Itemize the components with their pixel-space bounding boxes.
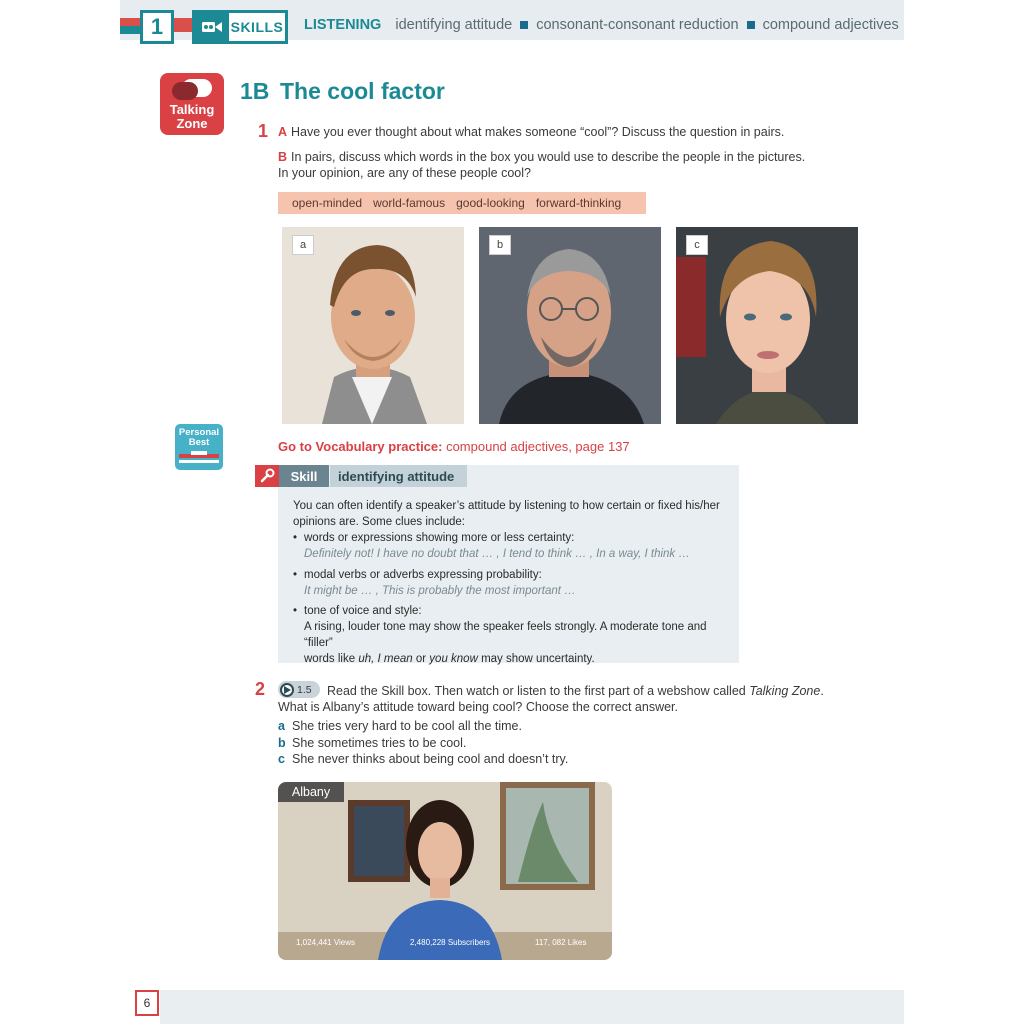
talking-zone-badge (160, 73, 224, 135)
skill-bullet-2 (293, 567, 723, 599)
footer-band (160, 990, 904, 1024)
question-1a-text: Have you ever thought about what makes someone “cool”? Discuss the question in pairs. (291, 125, 785, 139)
bullet-dot-icon: • (293, 569, 298, 581)
body-2e: may show uncertainty. (477, 653, 595, 665)
lesson-code: 1B (240, 78, 270, 104)
word-item: good-looking (456, 196, 525, 210)
header-stripe-red-right (172, 18, 194, 32)
photo-a (282, 227, 464, 424)
photo-c (676, 227, 858, 424)
header-topic-2: consonant-consonant reduction (536, 17, 739, 33)
video-likes: 117, 082 Likes (535, 938, 587, 947)
word-item: forward-thinking (535, 196, 622, 210)
question-1b-text-2: In your opinion, are any of these people cool? (278, 166, 531, 180)
page-number: 6 (135, 990, 159, 1016)
skill-bullet-3-body-2 (304, 651, 723, 667)
portrait-man-glasses-icon (479, 227, 661, 424)
audio-track-number: 1.5 (297, 683, 312, 696)
personal-best-line1: Personal (178, 427, 220, 438)
photo-label-c: c (686, 235, 708, 255)
answer-a-text: She tries very hard to be cool all the time. (292, 719, 522, 733)
header-topic-1: identifying attitude (395, 17, 513, 33)
square-bullet-icon (520, 21, 528, 29)
question-1-number: 1 (258, 121, 269, 141)
header-stripe-teal-left (120, 26, 142, 34)
skill-title: identifying attitude (330, 465, 467, 487)
q2-text-1c: . (820, 684, 824, 698)
header-topics (304, 17, 899, 33)
skill-bullet-1 (293, 530, 723, 562)
vocab-lead: Go to Vocabulary practice: (278, 439, 443, 454)
skill-tab-label: Skill (279, 465, 329, 487)
portrait-woman-icon (676, 227, 858, 424)
video-views: 1,024,441 Views (296, 938, 356, 947)
header-topic-3: compound adjectives (762, 17, 899, 33)
audio-track-button[interactable] (278, 681, 320, 698)
photo-label-b: b (489, 235, 511, 255)
body-2d: you know (429, 653, 478, 665)
question-1a (278, 124, 838, 140)
skill-bullet-2-example: It might be … , This is probably the most important … (304, 585, 576, 597)
q2-webshow-name: Talking Zone (749, 684, 821, 698)
question-1b-letter: B (278, 150, 288, 164)
question-2-text-1 (327, 683, 847, 699)
word-item: world-famous (373, 196, 446, 210)
unit-number: 1 (140, 10, 174, 44)
talking-zone-line1: Talking (169, 102, 215, 117)
skill-bullet-1-example: Definitely not! I have no doubt that … , I tend to think … , In a way, I think … (304, 548, 690, 560)
bullet-dot-icon: • (293, 532, 298, 544)
answer-a-letter: a (278, 719, 285, 733)
personal-best-line2: Best (188, 437, 210, 448)
answer-c-letter: c (278, 752, 285, 766)
question-2-text-2: What is Albany’s attitude toward being cool? Choose the correct answer. (278, 700, 678, 714)
video-camera-icon (195, 13, 229, 41)
question-1b-text-1: In pairs, discuss which words in the box you would use to describe the people in the pictures. (291, 150, 806, 164)
talking-zone-line2: Zone (176, 116, 208, 131)
answer-c-text: She never thinks about being cool and doesn’t try. (292, 752, 569, 766)
skills-tag (192, 10, 288, 44)
question-2-number: 2 (255, 679, 266, 699)
skills-label: SKILLS (229, 13, 285, 41)
video-still[interactable] (278, 782, 612, 960)
skill-bullet-1-text: words or expressions showing more or less certainty: (304, 532, 575, 544)
vocabulary-practice-link[interactable] (278, 439, 630, 454)
answer-b-letter: b (278, 736, 286, 750)
vocab-rest: compound adjectives, page 137 (442, 439, 630, 454)
skill-intro: You can often identify a speaker’s attitude by listening to how certain or fixed his/her opinions are. Some clues include: (293, 500, 720, 528)
podium-icon (179, 448, 219, 468)
personal-best-badge (175, 424, 223, 470)
header-section: LISTENING (304, 17, 382, 33)
skill-bullet-3-text: tone of voice and style: (304, 605, 422, 617)
play-icon (280, 683, 294, 697)
photo-b (479, 227, 661, 424)
video-speaker-name: Albany (278, 782, 344, 802)
answer-b-text: She sometimes tries to be cool. (292, 736, 467, 750)
bullet-dot-icon: • (293, 605, 298, 617)
lesson-title: The cool factor (280, 78, 445, 104)
wrench-icon (255, 465, 279, 487)
question-1a-letter: A (278, 125, 288, 139)
skill-bullet-2-text: modal verbs or adverbs expressing probability: (304, 569, 542, 581)
video-scene-icon (278, 782, 612, 960)
body-2c: or (412, 653, 430, 665)
video-subscribers: 2,480,228 Subscribers (410, 938, 491, 947)
question-1b (278, 149, 838, 181)
skill-bullet-3-body-1: A rising, louder tone may show the speaker feels strongly. A moderate tone and “filler” (304, 621, 707, 649)
answer-a[interactable] (278, 719, 522, 733)
answer-c[interactable] (278, 752, 568, 766)
square-bullet-icon (747, 21, 755, 29)
word-box (278, 192, 646, 214)
q2-text-1a: Read the Skill box. Then watch or listen to the first part of a webshow called (327, 684, 750, 698)
word-item: open-minded (292, 196, 363, 210)
skill-bullet-3 (293, 603, 723, 667)
photo-label-a: a (292, 235, 314, 255)
speech-bubbles-icon (168, 77, 216, 101)
body-2b: uh, I mean (358, 653, 413, 665)
body-2a: words like (304, 653, 359, 665)
portrait-man-icon (282, 227, 464, 424)
answer-b[interactable] (278, 736, 466, 750)
